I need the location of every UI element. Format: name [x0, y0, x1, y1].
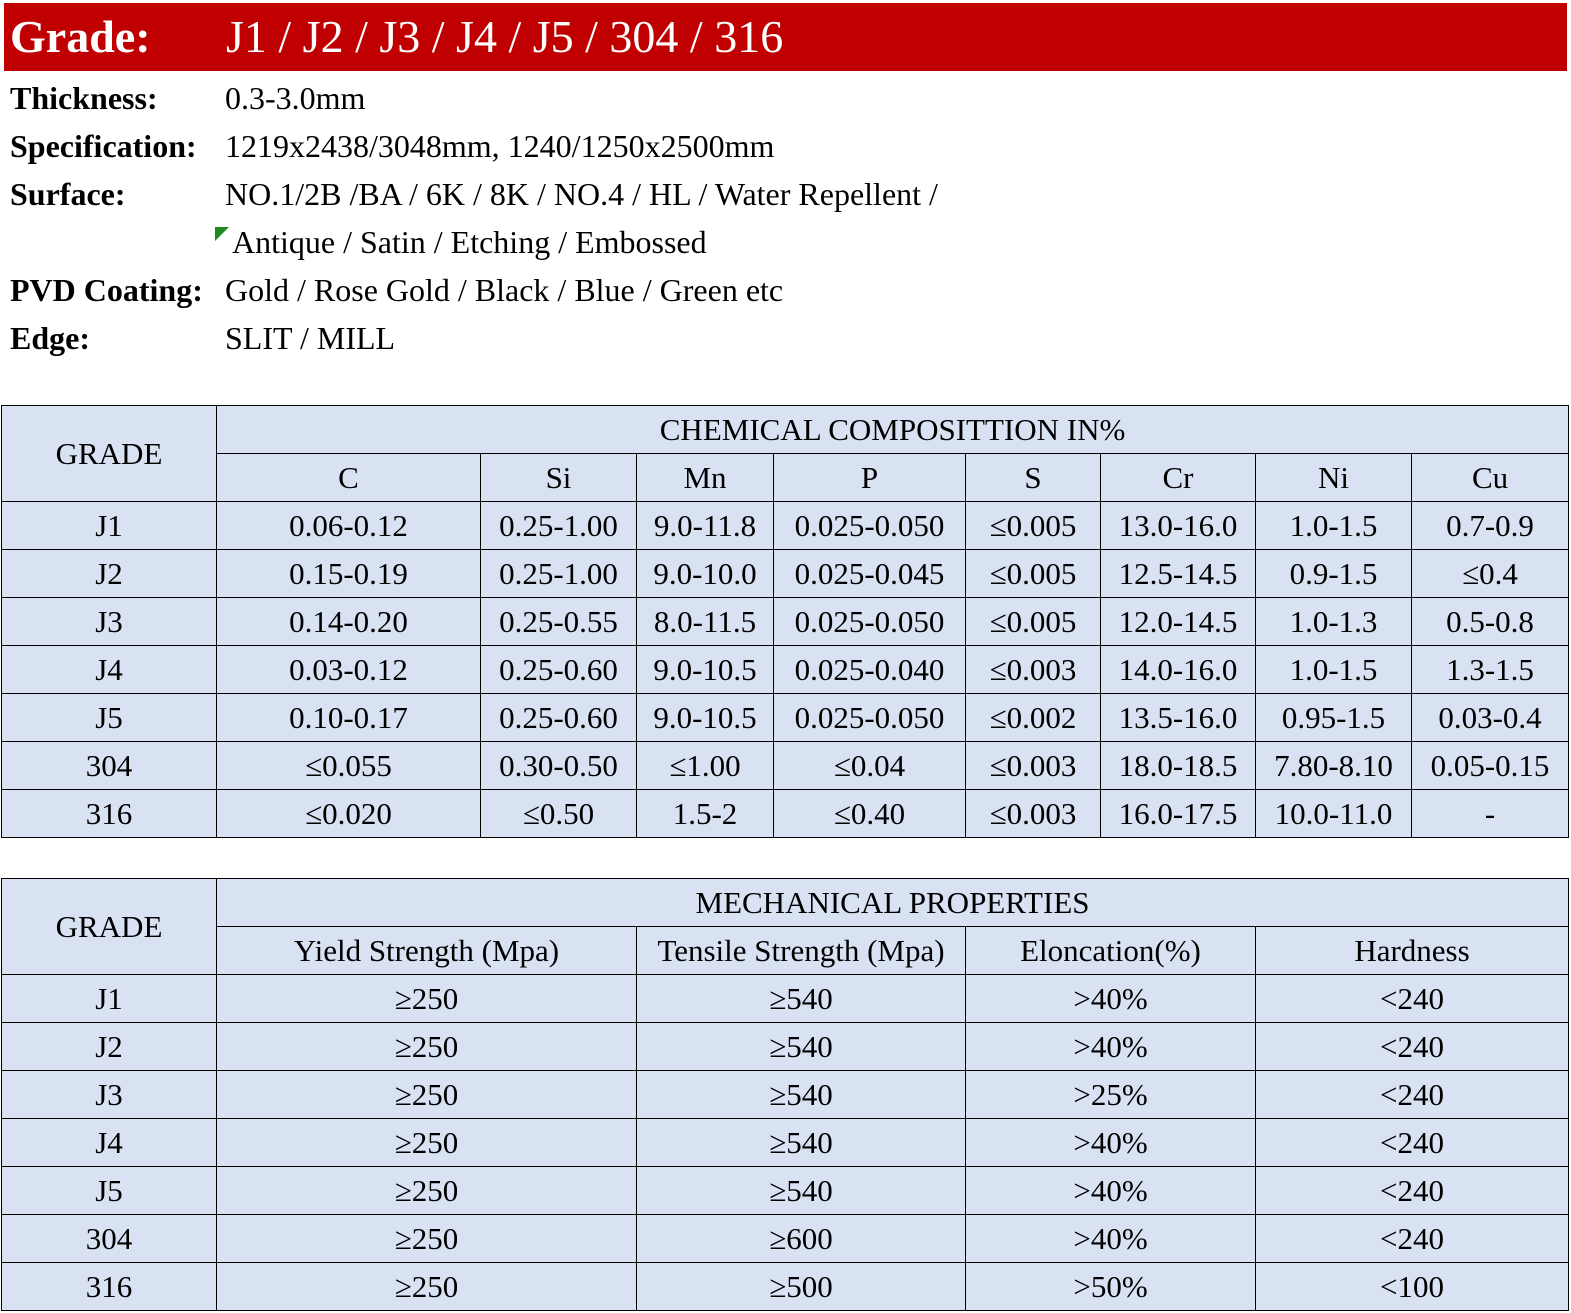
value-cell: 0.15-0.19	[217, 550, 481, 598]
value-cell: >50%	[966, 1263, 1256, 1311]
value-cell: ≤0.50	[481, 790, 637, 838]
grade-label: Grade:	[10, 11, 151, 62]
grade-cell: 316	[2, 1263, 217, 1311]
grade-cell: J3	[2, 598, 217, 646]
spec-surface	[10, 170, 1550, 218]
spec-value: Antique / Satin / Etching / Embossed	[232, 224, 707, 260]
value-cell: ≥250	[217, 1023, 637, 1071]
value-cell: 0.14-0.20	[217, 598, 481, 646]
spec-label: Thickness:	[10, 80, 158, 116]
grade-header: GRADE	[2, 879, 217, 975]
column-header-row	[2, 454, 1569, 502]
value-cell: 1.0-1.5	[1256, 502, 1412, 550]
table-title: MECHANICAL PROPERTIES	[217, 879, 1569, 927]
value-cell: 1.3-1.5	[1412, 646, 1569, 694]
column-header: Cr	[1101, 454, 1256, 502]
value-cell: <240	[1256, 1023, 1569, 1071]
table-row	[2, 975, 1569, 1023]
value-cell: 0.5-0.8	[1412, 598, 1569, 646]
value-cell: 0.025-0.050	[774, 502, 966, 550]
value-cell: 13.5-16.0	[1101, 694, 1256, 742]
value-cell: >40%	[966, 975, 1256, 1023]
column-header: Cu	[1412, 454, 1569, 502]
grade-cell: J2	[2, 1023, 217, 1071]
value-cell: ≤0.40	[774, 790, 966, 838]
value-cell: 12.0-14.5	[1101, 598, 1256, 646]
value-cell: 0.9-1.5	[1256, 550, 1412, 598]
value-cell: ≤0.005	[966, 550, 1101, 598]
spec-value: 0.3-3.0mm	[225, 80, 366, 116]
value-cell: <240	[1256, 1071, 1569, 1119]
grade-banner	[4, 3, 1567, 71]
spec-specification	[10, 122, 1550, 170]
spec-label: Edge:	[10, 320, 90, 356]
table-title: CHEMICAL COMPOSITTION IN%	[217, 406, 1569, 454]
spec-list	[10, 74, 1550, 362]
chemical-composition-table	[1, 405, 1569, 838]
value-cell: ≤0.003	[966, 646, 1101, 694]
spec-value: NO.1/2B /BA / 6K / 8K / NO.4 / HL / Water Repellent /	[225, 176, 938, 212]
value-cell: ≤1.00	[637, 742, 774, 790]
table-row	[2, 598, 1569, 646]
value-cell: ≥250	[217, 1071, 637, 1119]
grade-cell: 316	[2, 790, 217, 838]
table-row	[2, 742, 1569, 790]
value-cell: <240	[1256, 1215, 1569, 1263]
value-cell: ≥540	[637, 1071, 966, 1119]
value-cell: 9.0-10.0	[637, 550, 774, 598]
table-row	[2, 694, 1569, 742]
value-cell: ≤0.055	[217, 742, 481, 790]
column-header: Mn	[637, 454, 774, 502]
table-header-row	[2, 406, 1569, 454]
value-cell: ≥250	[217, 1119, 637, 1167]
table-row	[2, 790, 1569, 838]
column-header: Yield Strength (Mpa)	[217, 927, 637, 975]
value-cell: >40%	[966, 1119, 1256, 1167]
value-cell: 0.025-0.040	[774, 646, 966, 694]
value-cell: ≥540	[637, 975, 966, 1023]
value-cell: 1.0-1.5	[1256, 646, 1412, 694]
column-header: Eloncation(%)	[966, 927, 1256, 975]
value-cell: ≤0.003	[966, 790, 1101, 838]
grade-cell: J5	[2, 1167, 217, 1215]
value-cell: ≥600	[637, 1215, 966, 1263]
grade-cell: J5	[2, 694, 217, 742]
value-cell: 1.0-1.3	[1256, 598, 1412, 646]
value-cell: 10.0-11.0	[1256, 790, 1412, 838]
spec-surface-cont	[10, 218, 1550, 266]
value-cell: ≤0.04	[774, 742, 966, 790]
table-row	[2, 502, 1569, 550]
value-cell: 0.95-1.5	[1256, 694, 1412, 742]
value-cell: ≤0.4	[1412, 550, 1569, 598]
value-cell: ≤0.002	[966, 694, 1101, 742]
value-cell: ≥250	[217, 1263, 637, 1311]
value-cell: -	[1412, 790, 1569, 838]
column-header: Tensile Strength (Mpa)	[637, 927, 966, 975]
table-row	[2, 646, 1569, 694]
value-cell: ≥540	[637, 1119, 966, 1167]
value-cell: 12.5-14.5	[1101, 550, 1256, 598]
comment-marker-icon	[215, 227, 229, 241]
column-header: S	[966, 454, 1101, 502]
value-cell: 0.25-0.60	[481, 694, 637, 742]
table-row	[2, 1119, 1569, 1167]
value-cell: 1.5-2	[637, 790, 774, 838]
column-header: Si	[481, 454, 637, 502]
value-cell: 16.0-17.5	[1101, 790, 1256, 838]
value-cell: >40%	[966, 1167, 1256, 1215]
value-cell: 0.03-0.12	[217, 646, 481, 694]
value-cell: >25%	[966, 1071, 1256, 1119]
table-row	[2, 550, 1569, 598]
grade-cell: J2	[2, 550, 217, 598]
value-cell: ≥540	[637, 1167, 966, 1215]
spec-value: SLIT / MILL	[225, 320, 396, 356]
spec-value: Gold / Rose Gold / Black / Blue / Green etc	[225, 272, 784, 308]
value-cell: ≥250	[217, 1215, 637, 1263]
grade-cell: J1	[2, 502, 217, 550]
value-cell: <240	[1256, 1119, 1569, 1167]
value-cell: <240	[1256, 1167, 1569, 1215]
column-header: C	[217, 454, 481, 502]
value-cell: 0.30-0.50	[481, 742, 637, 790]
grade-cell: J3	[2, 1071, 217, 1119]
grade-cell: 304	[2, 742, 217, 790]
spec-label: PVD Coating:	[10, 272, 203, 308]
value-cell: 0.10-0.17	[217, 694, 481, 742]
value-cell: 9.0-10.5	[637, 646, 774, 694]
value-cell: 0.05-0.15	[1412, 742, 1569, 790]
value-cell: ≥500	[637, 1263, 966, 1311]
spec-edge	[10, 314, 1550, 362]
grade-cell: J4	[2, 646, 217, 694]
value-cell: 0.025-0.045	[774, 550, 966, 598]
value-cell: 0.025-0.050	[774, 598, 966, 646]
mechanical-properties-table	[1, 878, 1569, 1311]
table-row	[2, 1071, 1569, 1119]
value-cell: 9.0-11.8	[637, 502, 774, 550]
grade-cell: J4	[2, 1119, 217, 1167]
value-cell: 0.25-0.55	[481, 598, 637, 646]
value-cell: 14.0-16.0	[1101, 646, 1256, 694]
value-cell: >40%	[966, 1023, 1256, 1071]
value-cell: >40%	[966, 1215, 1256, 1263]
value-cell: ≤0.005	[966, 502, 1101, 550]
value-cell: 0.25-1.00	[481, 550, 637, 598]
value-cell: 13.0-16.0	[1101, 502, 1256, 550]
table-row	[2, 1215, 1569, 1263]
value-cell: ≥250	[217, 1167, 637, 1215]
spec-thickness	[10, 74, 1550, 122]
value-cell: 0.06-0.12	[217, 502, 481, 550]
value-cell: 0.7-0.9	[1412, 502, 1569, 550]
value-cell: 18.0-18.5	[1101, 742, 1256, 790]
spec-label: Surface:	[10, 176, 126, 212]
value-cell: 0.025-0.050	[774, 694, 966, 742]
value-cell: ≤0.020	[217, 790, 481, 838]
value-cell: <240	[1256, 975, 1569, 1023]
value-cell: ≥540	[637, 1023, 966, 1071]
value-cell: ≥250	[217, 975, 637, 1023]
value-cell: 7.80-8.10	[1256, 742, 1412, 790]
value-cell: 0.25-1.00	[481, 502, 637, 550]
grade-cell: J1	[2, 975, 217, 1023]
table-row	[2, 1263, 1569, 1311]
column-header-row	[2, 927, 1569, 975]
value-cell: ≤0.003	[966, 742, 1101, 790]
value-cell: <100	[1256, 1263, 1569, 1311]
value-cell: ≤0.005	[966, 598, 1101, 646]
table-header-row	[2, 879, 1569, 927]
spec-value: 1219x2438/3048mm, 1240/1250x2500mm	[225, 128, 775, 164]
value-cell: 0.25-0.60	[481, 646, 637, 694]
column-header: Hardness	[1256, 927, 1569, 975]
value-cell: 9.0-10.5	[637, 694, 774, 742]
table-row	[2, 1167, 1569, 1215]
column-header: Ni	[1256, 454, 1412, 502]
table-row	[2, 1023, 1569, 1071]
value-cell: 0.03-0.4	[1412, 694, 1569, 742]
column-header: P	[774, 454, 966, 502]
spec-label: Specification:	[10, 128, 197, 164]
grade-cell: 304	[2, 1215, 217, 1263]
grade-header: GRADE	[2, 406, 217, 502]
value-cell: 8.0-11.5	[637, 598, 774, 646]
spec-pvd-coating	[10, 266, 1550, 314]
grade-value: J1 / J2 / J3 / J4 / J5 / 304 / 316	[226, 11, 784, 62]
